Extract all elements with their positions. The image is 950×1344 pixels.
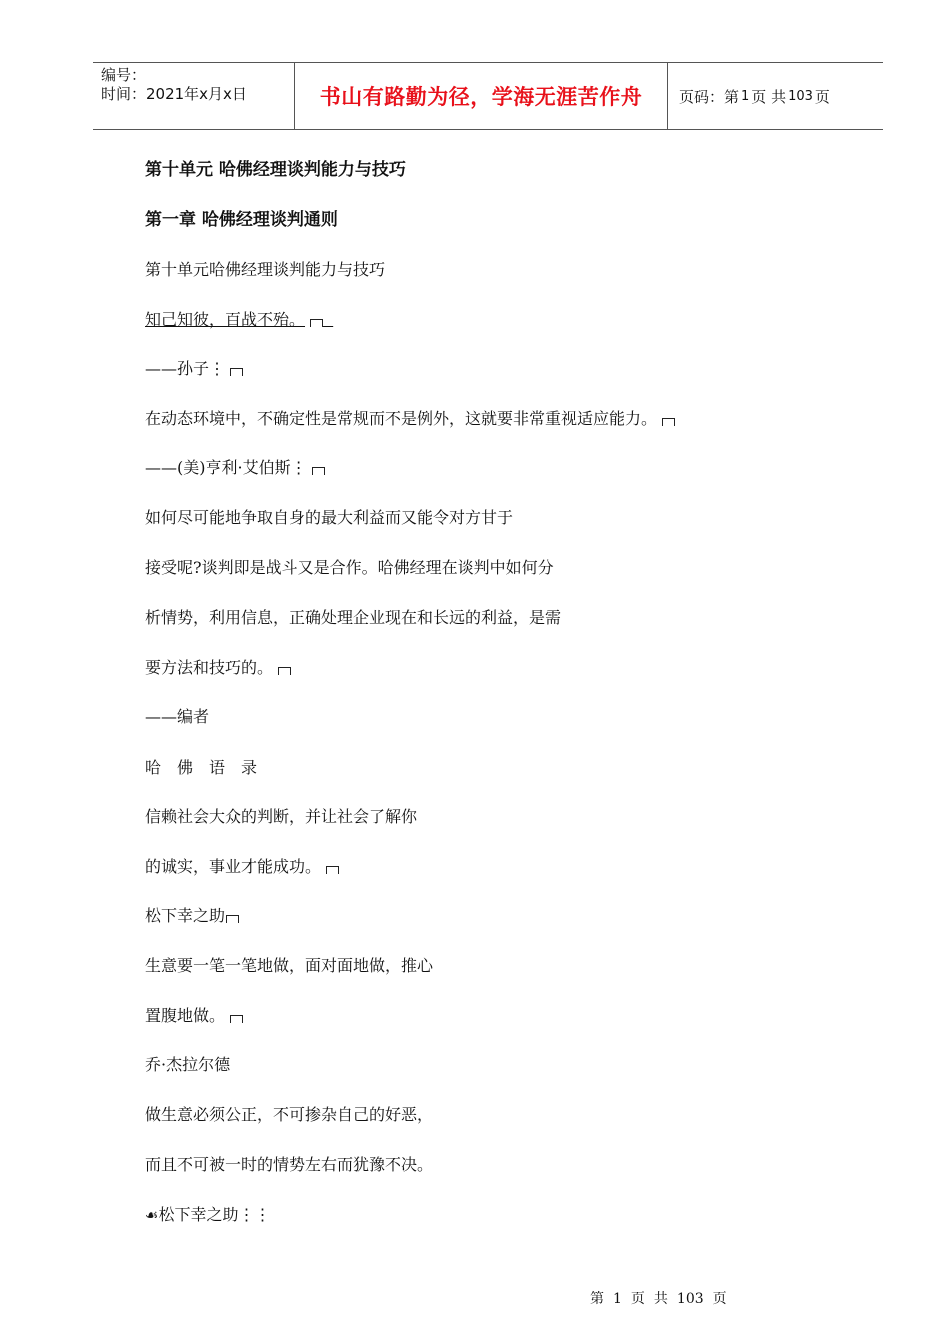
quote-line: 知己知彼，百战不殆。 — [145, 309, 333, 331]
paragraph: 要方法和技巧的。 — [145, 657, 291, 679]
quote-line: 在动态环境中，不确定性是常规而不是例外，这就要非常重视适应能力。 — [145, 408, 675, 430]
paragraph-mark-icon — [326, 866, 339, 874]
paragraph-mark-icon — [226, 915, 239, 923]
paragraph-mark-icon — [230, 1015, 243, 1023]
quote-attribution: 乔·杰拉尔德 — [145, 1055, 231, 1074]
header-meta — [101, 66, 291, 104]
page-footer: 第 1 页 共 103 页 — [590, 1291, 727, 1307]
paragraph: 置腹地做。 — [145, 1005, 243, 1027]
paragraph-mark-icon — [230, 368, 243, 376]
paragraph: 而且不可被一时的情势左右而犹豫不决。 — [145, 1155, 434, 1174]
quote-attribution: ——孙子⋮ — [145, 358, 243, 380]
footer-page-total: 103 — [676, 1291, 704, 1307]
chapter-title: 第一章 哈佛经理谈判通则 — [145, 210, 338, 230]
unit-title: 第十单元 哈佛经理谈判能力与技巧 — [145, 160, 406, 180]
document-header — [93, 62, 883, 130]
paragraph: 做生意必须公正，不可掺杂自己的好恶， — [145, 1105, 434, 1124]
footer-page-number: 1 — [613, 1291, 622, 1307]
paragraph: 接受呢?谈判即是战斗又是合作。哈佛经理在谈判中如何分 — [145, 558, 554, 577]
header-page-total: 103 — [788, 88, 813, 104]
paragraph: 如何尽可能地争取自身的最大利益而又能令对方甘于 — [145, 508, 514, 527]
paragraph-mark-icon — [312, 467, 325, 475]
quote-attribution: ——编者 — [145, 707, 210, 726]
quote-attribution: ——(美)亨利·艾伯斯⋮ — [145, 457, 325, 479]
paragraph: 信赖社会大众的判断，并让社会了解你 — [145, 807, 418, 826]
pointing-hand-icon: ☙ — [145, 1206, 159, 1224]
quote-attribution: ☙松下幸之助⋮⋮ — [145, 1205, 271, 1224]
paragraph: 析情势，利用信息，正确处理企业现在和长远的利益，是需 — [145, 608, 562, 627]
paragraph-mark-icon — [278, 667, 291, 675]
paragraph: 第十单元哈佛经理谈判能力与技巧 — [145, 260, 386, 279]
document-time-label: 时间：2021年x月x日 — [101, 85, 247, 103]
paragraph: 的诚实，事业才能成功。 — [145, 856, 339, 878]
paragraph: 生意要一笔一笔地做，面对面地做，推心 — [145, 956, 434, 975]
document-number-label: 编号： — [101, 66, 147, 84]
section-label: 哈佛语录 — [145, 758, 274, 777]
quote-attribution: 松下幸之助 — [145, 905, 239, 927]
paragraph-mark-icon — [310, 319, 323, 327]
header-page-info: 页码：第 1 页 共 103 页 — [679, 87, 830, 106]
header-page-number: 1 — [741, 88, 750, 104]
header-divider — [667, 63, 668, 129]
paragraph-mark-icon — [662, 418, 675, 426]
header-motto: 书山有路勤为径，学海无涯苦作舟 — [319, 85, 643, 109]
